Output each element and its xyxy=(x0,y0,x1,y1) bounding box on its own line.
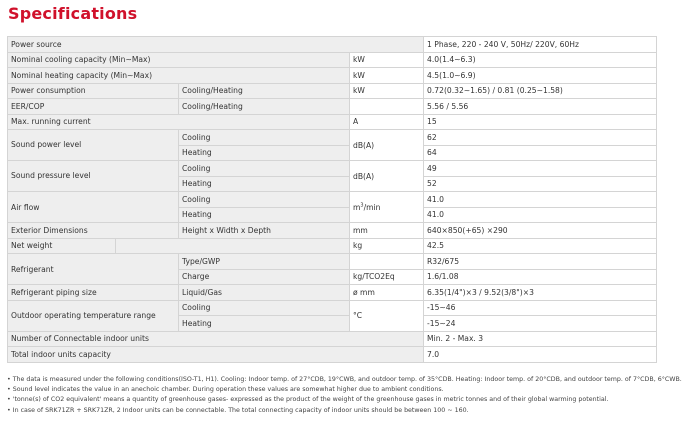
sound-power-heating-sub: Heating xyxy=(179,145,350,161)
air-flow-unit xyxy=(350,192,424,223)
outdoor-temp-cooling-sub: Cooling xyxy=(179,300,350,316)
exterior-label: Exterior Dimensions xyxy=(8,223,179,239)
air-flow-unit-tail: /min xyxy=(363,202,381,212)
footnote-co2: • 'tonne(s) of CO2 equivalent' means a quantity of greenhouse gases- expressed as the product of the weight of the greenhouse gases in metric tonnes and of their global warming potential. xyxy=(7,396,609,404)
sound-power-label: Sound power level xyxy=(8,130,179,161)
power-consumption-sub: Cooling/Heating xyxy=(179,83,350,99)
power-source-label: Power source xyxy=(8,37,424,53)
piping-value: 6.35(1/4")×3 / 9.52(3/8")×3 xyxy=(424,285,657,301)
sound-pressure-heating-sub: Heating xyxy=(179,176,350,192)
piping-unit: ø mm xyxy=(350,285,424,301)
row-indoor-units xyxy=(8,331,657,347)
row-sound-power-cooling xyxy=(8,130,657,146)
specifications-table xyxy=(7,36,657,363)
refrigerant-charge-unit: kg/TCO2Eq xyxy=(350,269,424,285)
air-flow-heating-sub: Heating xyxy=(179,207,350,223)
sound-power-heating-value: 64 xyxy=(424,145,657,161)
air-flow-label: Air flow xyxy=(8,192,179,223)
outdoor-temp-label: Outdoor operating temperature range xyxy=(8,300,179,331)
eer-cop-sub: Cooling/Heating xyxy=(179,99,350,115)
total-capacity-value: 7.0 xyxy=(424,347,657,363)
refrigerant-type-unit xyxy=(350,254,424,270)
heating-capacity-label: Nominal heating capacity (Min~Max) xyxy=(8,68,350,84)
outdoor-temp-heating-value: -15~24 xyxy=(424,316,657,332)
page-title: Specifications xyxy=(8,4,138,23)
eer-cop-unit xyxy=(350,99,424,115)
eer-cop-label: EER/COP xyxy=(8,99,179,115)
indoor-units-value: Min. 2 - Max. 3 xyxy=(424,331,657,347)
piping-label: Refrigerant piping size xyxy=(8,285,179,301)
row-heating-capacity xyxy=(8,68,657,84)
refrigerant-type-sub: Type/GWP xyxy=(179,254,350,270)
heating-capacity-value: 4.5(1.0~6.9) xyxy=(424,68,657,84)
cooling-capacity-label: Nominal cooling capacity (Min~Max) xyxy=(8,52,350,68)
exterior-unit: mm xyxy=(350,223,424,239)
sound-pressure-heating-value: 52 xyxy=(424,176,657,192)
row-power-source xyxy=(8,37,657,53)
power-source-value: 1 Phase, 220 - 240 V, 50Hz/ 220V, 60Hz xyxy=(424,37,657,53)
air-flow-cooling-value: 41.0 xyxy=(424,192,657,208)
outdoor-temp-unit: °C xyxy=(350,300,424,331)
row-exterior xyxy=(8,223,657,239)
footnote-measurement: • The data is measured under the following conditions(ISO-T1, H1). Cooling: Indoor temp. of 27°CDB, 19°CWB, and outdoor temp. of 35°CDB. Heating: Indoor temp. of 20°CDB, and outdoor temp. of 7°CDB, 6°CWB. xyxy=(7,376,682,383)
footnote-sound-level: • Sound level indicates the value in an anechoic chamber. During operation these values are somewhat higher due to ambient conditions. xyxy=(7,386,444,394)
heating-capacity-unit: kW xyxy=(350,68,424,84)
air-flow-heating-value: 41.0 xyxy=(424,207,657,223)
row-air-flow-cooling xyxy=(8,192,657,208)
row-refrigerant-type xyxy=(8,254,657,270)
max-current-unit: A xyxy=(350,114,424,130)
row-net-weight xyxy=(8,238,657,254)
cooling-capacity-unit: kW xyxy=(350,52,424,68)
eer-cop-value: 5.56 / 5.56 xyxy=(424,99,657,115)
sound-power-cooling-sub: Cooling xyxy=(179,130,350,146)
refrigerant-charge-sub: Charge xyxy=(179,269,350,285)
sound-pressure-cooling-value: 49 xyxy=(424,161,657,177)
cooling-capacity-value: 4.0(1.4~6.3) xyxy=(424,52,657,68)
outdoor-temp-heating-sub: Heating xyxy=(179,316,350,332)
sound-pressure-unit: dB(A) xyxy=(350,161,424,192)
sound-power-unit: dB(A) xyxy=(350,130,424,161)
net-weight-unit: kg xyxy=(350,238,424,254)
row-total-capacity xyxy=(8,347,657,363)
refrigerant-type-value: R32/675 xyxy=(424,254,657,270)
power-consumption-value: 0.72(0.32~1.65) / 0.81 (0.25~1.58) xyxy=(424,83,657,99)
power-consumption-label: Power consumption xyxy=(8,83,179,99)
footnote-indoor-units: • In case of SRK71ZR + SRK71ZR, 2 Indoor units can be connectable. The total connecting capacity of indoor units should be between 100 ~ 160. xyxy=(7,406,469,414)
sound-power-cooling-value: 62 xyxy=(424,130,657,146)
row-cooling-capacity xyxy=(8,52,657,68)
max-current-label: Max. running current xyxy=(8,114,350,130)
outdoor-temp-cooling-value: -15~46 xyxy=(424,300,657,316)
indoor-units-label: Number of Connectable indoor units xyxy=(8,331,424,347)
refrigerant-charge-value: 1.6/1.08 xyxy=(424,269,657,285)
exterior-value: 640×850(+65) ×290 xyxy=(424,223,657,239)
footnotes xyxy=(7,375,683,416)
sound-pressure-cooling-sub: Cooling xyxy=(179,161,350,177)
row-power-consumption xyxy=(8,83,657,99)
total-capacity-label: Total indoor units capacity xyxy=(8,347,424,363)
piping-sub: Liquid/Gas xyxy=(179,285,350,301)
row-piping xyxy=(8,285,657,301)
net-weight-sub xyxy=(116,238,350,254)
row-outdoor-temp-cooling xyxy=(8,300,657,316)
sound-pressure-label: Sound pressure level xyxy=(8,161,179,192)
row-eer-cop xyxy=(8,99,657,115)
refrigerant-label: Refrigerant xyxy=(8,254,179,285)
air-flow-cooling-sub: Cooling xyxy=(179,192,350,208)
max-current-value: 15 xyxy=(424,114,657,130)
power-consumption-unit: kW xyxy=(350,83,424,99)
row-sound-pressure-cooling xyxy=(8,161,657,177)
air-flow-unit-sup: 3 xyxy=(360,201,364,208)
exterior-sub: Height x Width x Depth xyxy=(179,223,350,239)
net-weight-value: 42.5 xyxy=(424,238,657,254)
air-flow-unit-base: m xyxy=(353,202,361,212)
net-weight-label: Net weight xyxy=(8,238,116,254)
row-max-current xyxy=(8,114,657,130)
